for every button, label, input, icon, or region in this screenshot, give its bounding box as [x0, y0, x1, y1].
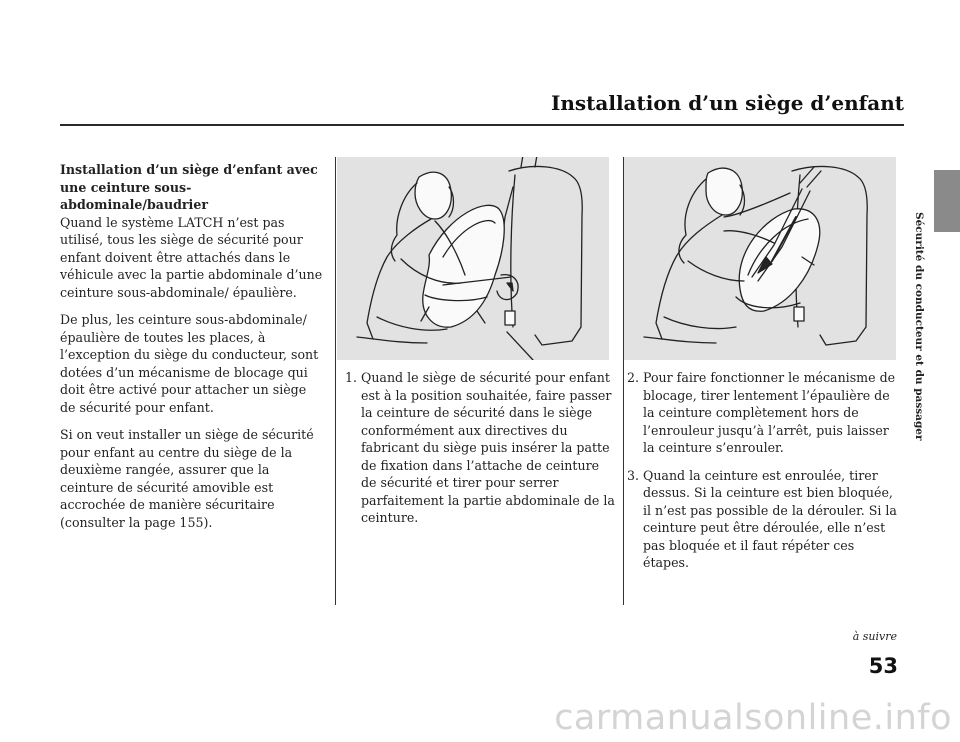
watermark: carmanualsonline.info — [554, 698, 952, 738]
step-text: Quand le siège de sécurité pour enfant est à la position souhaitée, faire passer la ceinture de sécurité dans le siège conformément aux directives du fabricant du siège puis insérer la patte de fixation dans l’attache de ceinture de sécurité et tirer pour serrer parfaitement la partie abdominale de la ceinture. — [361, 370, 615, 525]
column-divider-left — [335, 157, 336, 605]
page-number: 53 — [868, 654, 898, 678]
paragraph: Quand le système LATCH n’est pas utilisé, tous les siège de sécurité pour enfant doivent être attachés dans le véhicule avec la partie abdominale d’une ceinture sous-abdominale/ épaulière. — [60, 214, 323, 300]
step-item — [345, 369, 615, 527]
section-side-tab — [934, 170, 960, 232]
step-number: 2. — [627, 370, 640, 385]
illustration-lock-belt — [624, 157, 896, 360]
column-step-1 — [345, 369, 615, 537]
continued-note: à suivre — [852, 630, 897, 643]
illustration-fasten-belt — [337, 157, 609, 360]
column-steps-2-3 — [627, 369, 897, 582]
section-side-label: Sécurité du conducteur et du passager — [913, 212, 925, 441]
header-rule — [60, 124, 904, 126]
page-header-title: Installation d’un siège d’enfant — [551, 91, 904, 115]
section-heading: Installation d’un siège d’enfant avec une ceinture sous-abdominale/baudrier — [60, 162, 318, 212]
step-text: Quand la ceinture est enroulée, tirer dessus. Si la ceinture est bien bloquée, il n’est pas possible de la dérouler. Si la ceinture peut être déroulée, elle n’est pas bloquée et il faut répéter ces étapes. — [643, 467, 897, 570]
step-item — [627, 369, 897, 457]
step-number: 3. — [627, 467, 640, 483]
illustration-fasten-belt-drawing — [337, 157, 609, 360]
paragraph: De plus, les ceinture sous-abdominale/ épaulière de toutes les places, à l’exception du siège du conducteur, sont dotées d’un mécanisme de blocage qui doit être activé pour attacher un siège de sécurité pour enfant. — [60, 312, 319, 415]
illustration-lock-belt-drawing — [624, 157, 896, 360]
column-text-intro — [60, 161, 324, 541]
paragraph: Si on veut installer un siège de sécurité pour enfant au centre du siège de la deuxième rangée, assurer que la ceinture de sécurité amovible est accrochée de manière sécuritaire (consulter la page 155). — [60, 427, 314, 530]
step-number: 1. — [345, 370, 358, 385]
step-item — [627, 467, 897, 572]
step-text: Pour faire fonctionner le mécanisme de blocage, tirer lentement l’épaulière de la ceinture complètement hors de l’enrouleur jusqu’à l’arrêt, puis laisser la ceinture s’enrouler. — [643, 370, 896, 455]
